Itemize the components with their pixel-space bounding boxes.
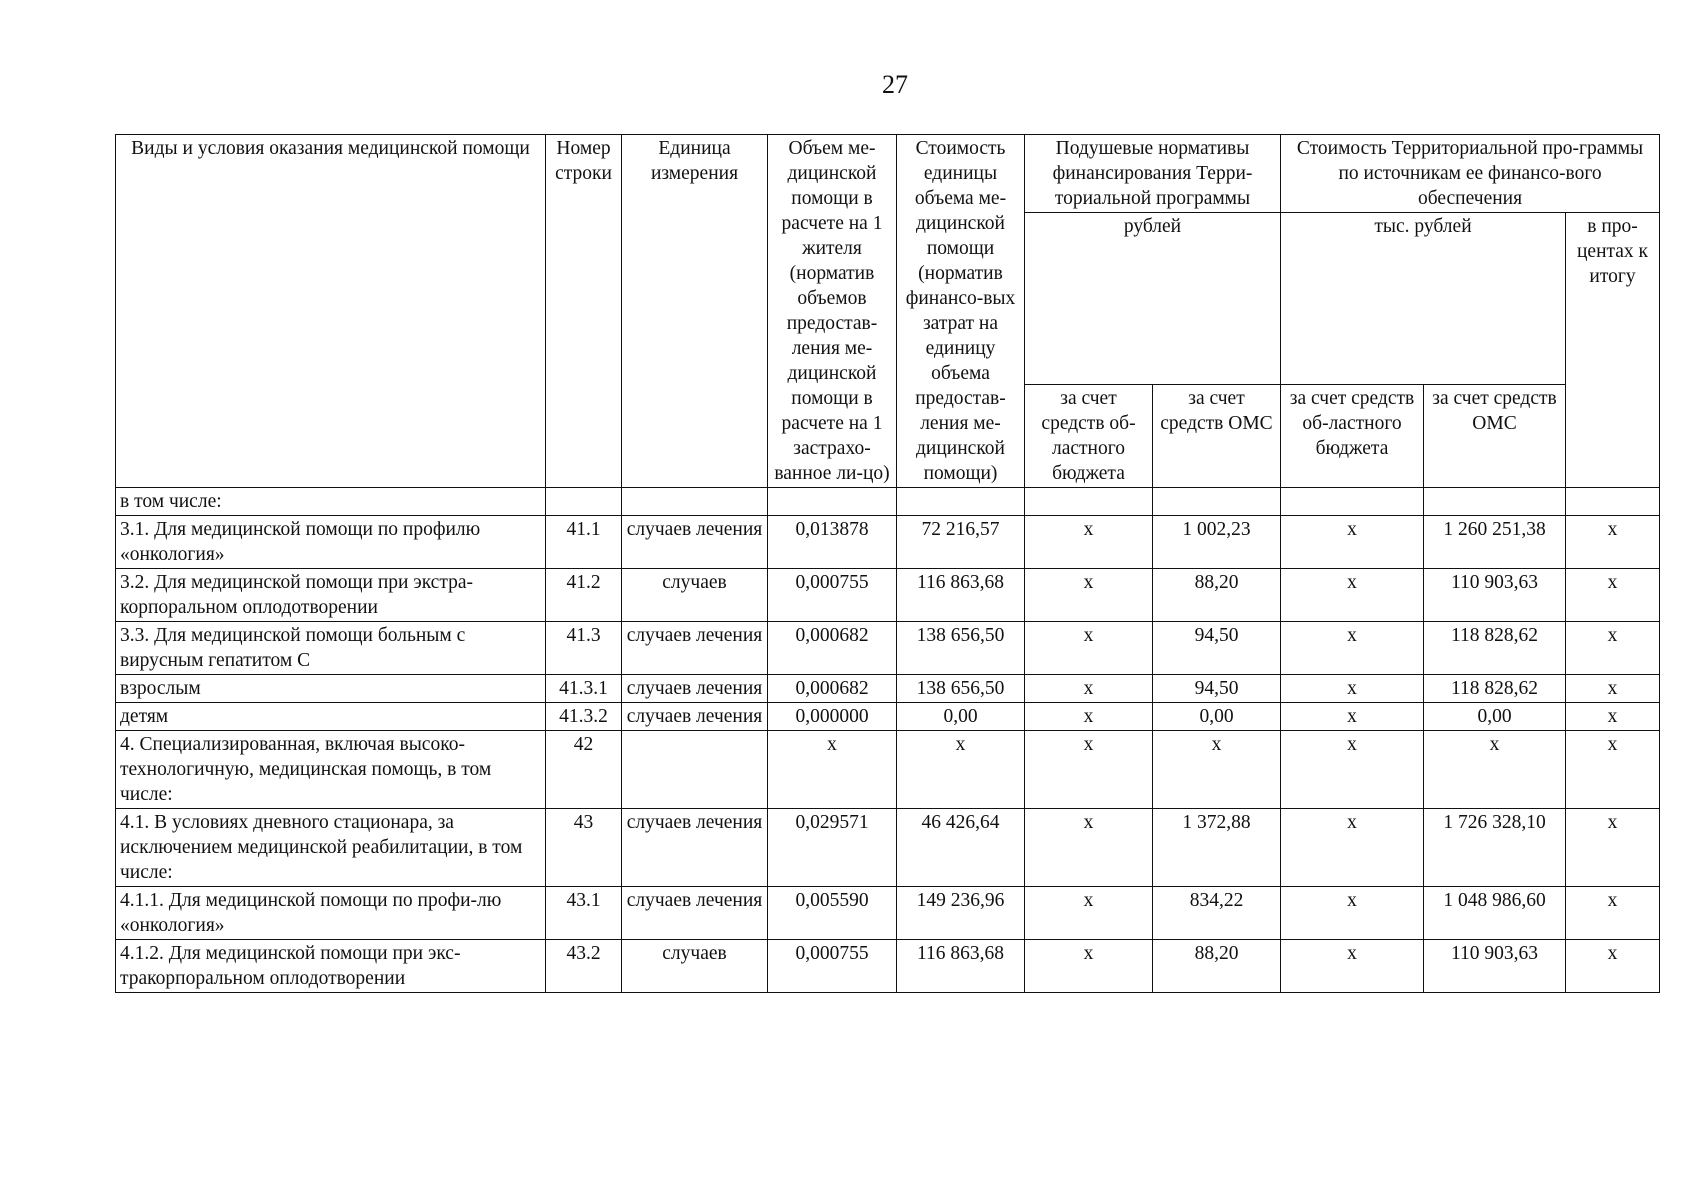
row-name: взрослым [116,675,546,703]
row-unit [622,488,768,516]
financing-table [115,134,1660,993]
row-total-oms: 110 903,63 [1424,940,1566,993]
row-total-regional: x [1281,940,1424,993]
header-row-number: Номер строки [546,135,622,488]
row-total-oms: 118 828,62 [1424,622,1566,675]
row-volume: 0,029571 [768,809,897,887]
header-oms-rub: за счет средств ОМС [1153,385,1281,488]
header-row-1 [116,135,1660,213]
row-per-capita-regional: x [1025,731,1153,809]
row-per-capita-regional: x [1025,887,1153,940]
row-per-capita-regional: x [1025,569,1153,622]
header-rub: рублей [1025,213,1281,385]
row-cost: 138 656,50 [897,675,1025,703]
row-volume: 0,000755 [768,569,897,622]
row-number: 43.1 [546,887,622,940]
header-percent: в про-центах к итогу [1566,213,1660,488]
header-thousand-rub: тыс. рублей [1281,213,1566,385]
row-percent: x [1566,569,1660,622]
row-per-capita-regional: x [1025,940,1153,993]
row-per-capita-regional: x [1025,516,1153,569]
row-name: 3.3. Для медицинской помощи больным с вирусным гепатитом С [116,622,546,675]
header-regional-budget-thousand: за счет средств об-ластного бюджета [1281,385,1424,488]
row-unit: случаев [622,569,768,622]
row-per-capita-regional: x [1025,622,1153,675]
row-cost: 72 216,57 [897,516,1025,569]
table-row [116,516,1660,569]
row-name: 4.1.2. Для медицинской помощи при экс-тракорпоральном оплодотворении [116,940,546,993]
row-total-regional: x [1281,887,1424,940]
table-row [116,675,1660,703]
page-number: 27 [882,70,908,99]
header-unit: Единица измерения [622,135,768,488]
row-cost: 116 863,68 [897,940,1025,993]
row-unit: случаев лечения [622,675,768,703]
row-name: 3.2. Для медицинской помощи при экстра-корпоральном оплодотворении [116,569,546,622]
row-percent: x [1566,731,1660,809]
row-total-oms [1424,488,1566,516]
row-number [546,488,622,516]
header-type: Виды и условия оказания медицинской помощи [116,135,546,488]
row-number: 41.2 [546,569,622,622]
row-name: 4. Специализированная, включая высоко-технологичную, медицинская помощь, в том числе: [116,731,546,809]
header-oms-thousand: за счет средств ОМС [1424,385,1566,488]
row-percent: x [1566,622,1660,675]
row-total-regional: x [1281,516,1424,569]
row-unit: случаев лечения [622,703,768,731]
header-volume: Объем ме-дицинской помощи в расчете на 1 жителя (норматив объемов предостав-ления ме-дицинской помощи в расчете на 1 застрахо-ванное ли-цо) [768,135,897,488]
row-name: в том числе: [116,488,546,516]
row-unit: случаев лечения [622,622,768,675]
row-percent [1566,488,1660,516]
row-name: детям [116,703,546,731]
row-total-oms: 1 048 986,60 [1424,887,1566,940]
row-per-capita-oms: x [1153,731,1281,809]
row-per-capita-oms: 88,20 [1153,940,1281,993]
table-row [116,488,1660,516]
row-per-capita-oms [1153,488,1281,516]
row-cost [897,488,1025,516]
row-per-capita-regional: x [1025,703,1153,731]
row-total-oms: 1 726 328,10 [1424,809,1566,887]
row-percent: x [1566,516,1660,569]
row-percent: x [1566,703,1660,731]
row-total-oms: x [1424,731,1566,809]
table-row [116,940,1660,993]
row-unit [622,731,768,809]
row-percent: x [1566,887,1660,940]
row-total-oms: 110 903,63 [1424,569,1566,622]
row-total-regional: x [1281,622,1424,675]
row-cost: x [897,731,1025,809]
row-percent: x [1566,675,1660,703]
row-cost: 46 426,64 [897,809,1025,887]
row-number: 41.3 [546,622,622,675]
row-total-regional [1281,488,1424,516]
row-per-capita-oms: 0,00 [1153,703,1281,731]
row-volume: 0,000682 [768,675,897,703]
row-volume: 0,000682 [768,622,897,675]
table-row [116,731,1660,809]
row-number: 43 [546,809,622,887]
row-total-regional: x [1281,675,1424,703]
row-total-oms: 0,00 [1424,703,1566,731]
row-volume: x [768,731,897,809]
row-unit: случаев лечения [622,516,768,569]
row-number: 42 [546,731,622,809]
row-name: 4.1. В условиях дневного стационара, за исключением медицинской реабилитации, в том числе: [116,809,546,887]
row-number: 41.1 [546,516,622,569]
row-unit: случаев лечения [622,809,768,887]
table-row [116,569,1660,622]
header-regional-budget-rub: за счет средств об-ластного бюджета [1025,385,1153,488]
row-volume: 0,005590 [768,887,897,940]
row-per-capita-regional: x [1025,675,1153,703]
row-per-capita-oms: 1 372,88 [1153,809,1281,887]
row-percent: x [1566,809,1660,887]
row-unit: случаев [622,940,768,993]
table-row [116,809,1660,887]
row-number: 41.3.2 [546,703,622,731]
row-cost: 138 656,50 [897,622,1025,675]
header-cost: Стоимость единицы объема ме-дицинской помощи (норматив финансо-вых затрат на единицу объема предостав-ления ме-дицинской помощи) [897,135,1025,488]
header-program-cost: Стоимость Территориальной про-граммы по источникам ее финансо-вого обеспечения [1281,135,1660,213]
row-volume: 0,013878 [768,516,897,569]
row-number: 43.2 [546,940,622,993]
table-row [116,703,1660,731]
row-per-capita-oms: 94,50 [1153,675,1281,703]
row-volume: 0,000755 [768,940,897,993]
row-total-oms: 1 260 251,38 [1424,516,1566,569]
row-total-regional: x [1281,731,1424,809]
row-volume: 0,000000 [768,703,897,731]
row-per-capita-oms: 834,22 [1153,887,1281,940]
row-total-regional: x [1281,569,1424,622]
row-per-capita-regional [1025,488,1153,516]
row-unit: случаев лечения [622,887,768,940]
row-cost: 0,00 [897,703,1025,731]
table-row [116,887,1660,940]
row-total-oms: 118 828,62 [1424,675,1566,703]
row-cost: 149 236,96 [897,887,1025,940]
row-per-capita-oms: 88,20 [1153,569,1281,622]
row-name: 3.1. Для медицинской помощи по профилю «онкология» [116,516,546,569]
row-name: 4.1.1. Для медицинской помощи по профи-лю «онкология» [116,887,546,940]
row-percent: x [1566,940,1660,993]
row-total-regional: x [1281,703,1424,731]
row-volume [768,488,897,516]
row-per-capita-oms: 94,50 [1153,622,1281,675]
row-per-capita-oms: 1 002,23 [1153,516,1281,569]
row-total-regional: x [1281,809,1424,887]
table-row [116,622,1660,675]
row-number: 41.3.1 [546,675,622,703]
row-cost: 116 863,68 [897,569,1025,622]
row-per-capita-regional: x [1025,809,1153,887]
header-per-capita: Подушевые нормативы финансирования Терри-ториальной программы [1025,135,1281,213]
